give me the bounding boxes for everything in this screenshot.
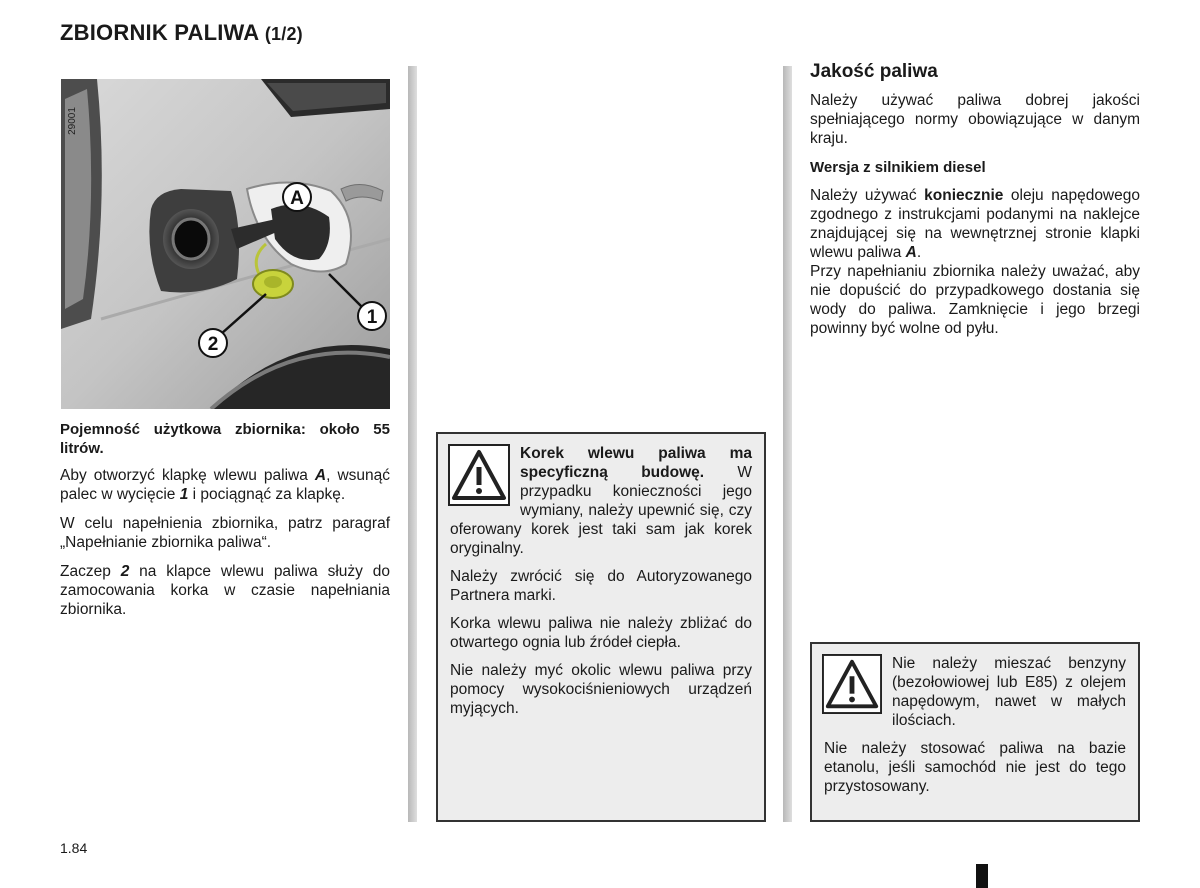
title-sub: (1/2) [264,24,303,44]
label-a: A [290,188,304,209]
capacity-text: Pojemność użytkowa zbiornika: około 55 litrów. [60,421,390,457]
washing-text: Nie należy myć okolic wlewu paliwa przy pomocy wysokociśnieniowych urządzeń myjących. [450,662,752,717]
mixing-text: Nie należy mieszać benzyny (bezołowiowej lub E85) z olejem napędowym, nawet w małych ilościach. [892,655,1126,729]
warning-box-mixing [810,642,1140,822]
diesel-heading: Wersja z silnikiem diesel [810,159,986,176]
label-2: 2 [207,334,219,355]
column-divider-right [783,66,792,822]
diesel-text: Należy używać koniecznie oleju napędowego zgodnego z instrukcjami podanymi na naklejce znajdującej się na wewnętrznej stronie klapki wlewu paliwa A. [810,187,1140,261]
fire-text: Korka wlewu paliwa nie należy zbliżać do otwartego ognia lub źródeł ciepła. [450,615,752,651]
column-divider-left [408,66,417,822]
refuel-text: W celu napełnienia zbiornika, patrz paragraf „Napełnianie zbiornika paliwa“. [60,515,390,551]
ref-1: 1 [179,486,189,503]
ethanol-text: Nie należy stosować paliwa na bazie etanolu, jeśli samochód nie jest do tego przystosowany. [824,740,1126,795]
page-title [60,20,303,46]
ref-2: 2 [120,563,130,580]
warning-box-cap [436,432,766,822]
left-column [60,420,390,629]
page-number: 1.84 [60,840,88,856]
figure-code: 29001 [67,107,78,135]
fuel-quality-heading: Jakość paliwa [810,61,938,82]
open-flap-text: Aby otworzyć klapkę wlewu paliwa A, wsunąć palec w wycięcie 1 i pociągnąć za klapkę. [60,467,390,503]
title-main: ZBIORNIK PALIWA [60,20,259,45]
clip-text: Zaczep 2 na klapce wlewu paliwa służy do zamocowania korka w czasie napełniania zbiornika. [60,563,391,618]
fuel-quality-text: Należy używać paliwa dobrej jakości spełniającego normy obowiązujące w danym kraju. [810,92,1140,147]
right-column [810,62,1140,338]
fuel-flap-illustration [61,79,390,409]
section-marker [976,864,988,888]
label-1: 1 [366,307,378,328]
warning-icon [822,654,882,714]
ref-a: A [314,467,327,484]
cap-warning-text: Korek wlewu paliwa ma specyficzną budowę. W przypadku konieczności jego wymiany, należy upewnić się, czy oferowany korek jest taki sam jak korek oryginalny. [450,445,752,557]
warning-icon [448,444,510,506]
dealer-text: Należy zwrócić się do Autoryzowanego Partnera marki. [450,568,752,604]
fuel-flap-photo [61,79,390,409]
water-text: Przy napełnianiu zbiornika należy uważać, aby nie dopuścić do przypadkowego dostania się wody do paliwa. Zamknięcie i jego brzegi powinny być wolne od pyłu. [810,263,1140,337]
ref-a-right: A [905,244,917,261]
